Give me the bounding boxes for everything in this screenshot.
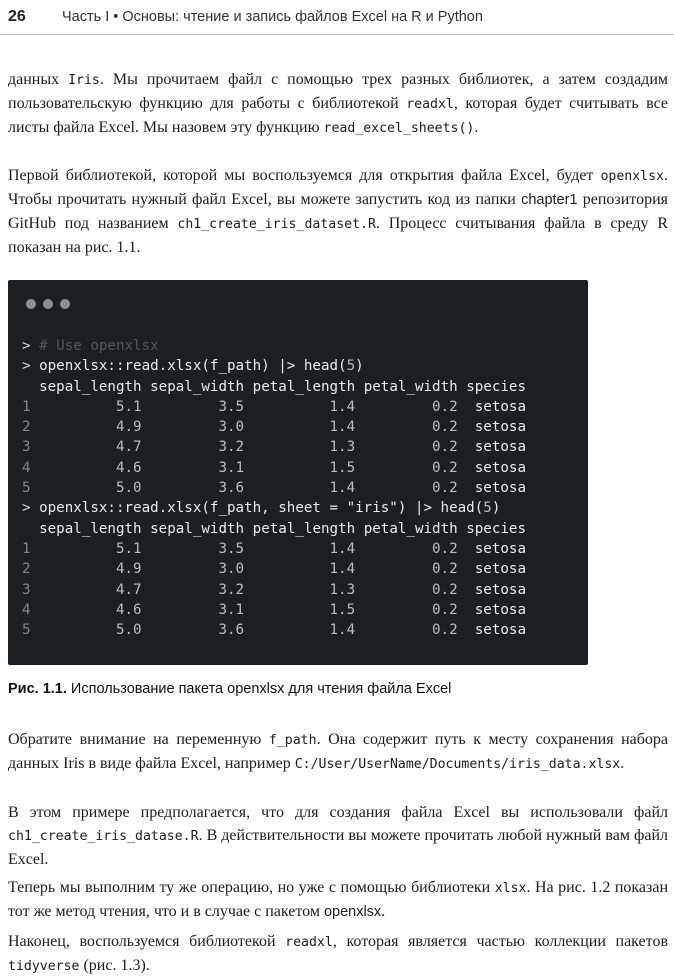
code-xlsx: xlsx	[494, 881, 527, 896]
code-f-path: f_path	[268, 733, 317, 748]
code-create-script: ch1_create_iris_datase.R	[8, 829, 199, 844]
code-filename: ch1_create_iris_dataset.R	[177, 217, 376, 232]
command-1: openxlsx::read.xlsx(f_path) |> head(	[39, 358, 347, 375]
figure-label: Рис. 1.1.	[8, 681, 67, 697]
paragraph-body-3: Теперь мы выполним ту же операцию, но уже с помощью библиотеки xlsx. На рис. 1.2 показан тот же метод чтения, что и в случае с пакетом openxlsx.	[8, 879, 669, 920]
code-example-path: C:/User/UserName/Documents/iris_data.xlsx	[294, 757, 621, 772]
maximize-dot-icon	[60, 299, 70, 309]
close-dot-icon	[26, 299, 36, 309]
figure-caption: Рис. 1.1. Использование пакета openxlsx для чтения файла Excel	[8, 681, 452, 697]
package-openxlsx: openxlsx	[323, 904, 382, 920]
page-number: 26	[8, 8, 26, 25]
terminal-output: > # Use openxlsx > openxlsx::read.xlsx(f_path) |> head(5) sepal_length sepal_width petal_length petal_width species 1 5.1 3.5 1.4 0.2 setosa 2 4.9 3.0 1.4 0.2 setosa 3 4.7 3.2 1.3 0.2 setosa 4 4.6 3.1 1.5 0.2 setosa 5 5.0 3.6 1.4 0.2 setosa > openxlsx::read.xlsx(f_path, sheet = "iris") |> head(5) sepal_length sepal_width petal_length petal_width species 1 5.1 3.5 1.4 0.2 setosa 2 4.9 3.0 1.4 0.2 setosa 3 4.7 3.2 1.3 0.2 setosa 4 4.6 3.1 1.5 0.2 setosa 5 5.0 3.6 1.4 0.2 setosa	[22, 338, 527, 639]
code-tidyverse: tidyverse	[8, 959, 80, 974]
paragraph-body-2: В этом примере предполагается, что для создания файла Excel вы использовали файл ch1_create_iris_datase.R. В действительности вы можете прочитать любой нужный вам файл Excel.	[8, 804, 668, 868]
running-head: Часть I • Основы: чтение и запись файлов Excel на R и Python	[62, 9, 483, 25]
code-read-excel-sheets: read_excel_sheets()	[323, 121, 475, 136]
folder-chapter1: chapter1	[521, 192, 578, 208]
minimize-dot-icon	[43, 299, 53, 309]
terminal-screenshot	[8, 280, 588, 665]
paragraph-body-1: Обратите внимание на переменную f_path. Она содержит путь к месту сохранения набора данных Iris в виде файла Excel, например C:/User/UserName/Documents/iris_data.xlsx.	[8, 731, 668, 772]
code-iris: Iris	[68, 73, 100, 88]
page-header	[0, 0, 674, 35]
paragraph-intro-2: Первой библиотекой, которой мы воспользуемся для открытия файла Excel, будет openxlsx. Чтобы прочитать нужный файл Excel, вы можете запустить код из папки chapter1 репозитория GitHub под названием ch1_create_iris_dataset.R. Процесс считывания файла в среду R показан на рис. 1.1.	[8, 167, 669, 256]
command-2: openxlsx::read.xlsx(f_path, sheet =	[39, 500, 347, 517]
paragraph-intro-1: данных Iris. Мы прочитаем файл с помощью трех разных библиотек, а затем создадим пользовательскую функцию для работы с библиотекой readxl, которая будет считывать все листы файла Excel. Мы назовем эту функцию read_excel_sheets().	[8, 71, 669, 136]
window-controls	[26, 296, 77, 314]
col-header: sepal_length	[39, 378, 142, 395]
paragraph-body-4: Наконец, воспользуемся библиотекой readxl, которая является частью коллекции пакетов tidyverse (рис. 1.3).	[8, 933, 668, 974]
code-openxlsx: openxlsx	[600, 169, 664, 184]
code-comment: # Use openxlsx	[39, 338, 159, 354]
code-readxl-2: readxl	[285, 935, 333, 950]
code-readxl: readxl	[406, 97, 454, 112]
